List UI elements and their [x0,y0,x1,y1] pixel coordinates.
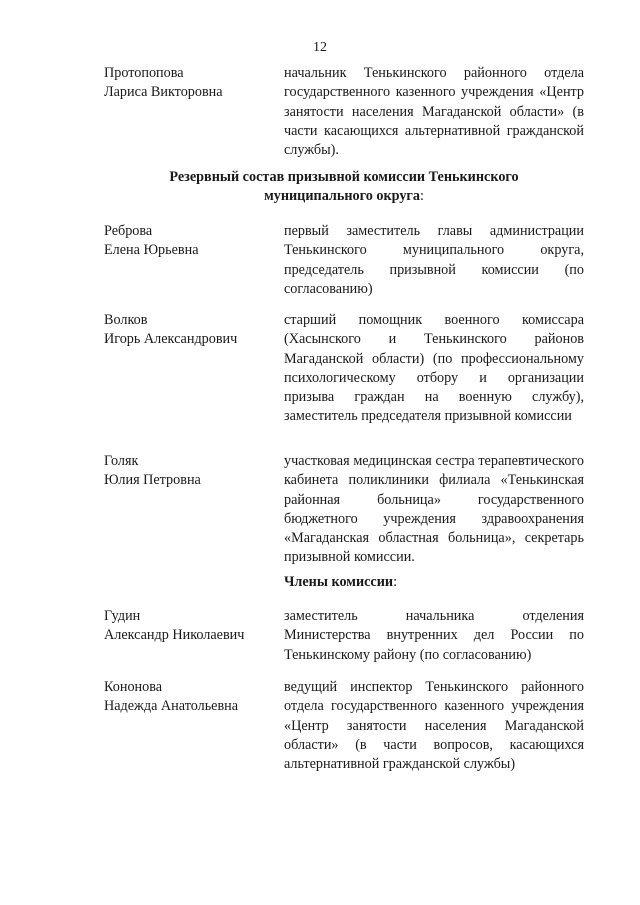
person-role: ведущий инспектор Тенькинского районного отдела государственного казенного учреждения «Центр занятости населения Магаданской области» (в части вопросов, касающихся альтернативной гражданской службы) [284,679,584,773]
page-number: 12 [313,40,327,55]
person-given-names: Елена Юрьевна [104,242,199,259]
person-name [104,607,274,646]
person-name [104,678,274,717]
person-surname: Реброва [104,223,153,239]
person-role: участковая медицинская сестра терапевтического кабинета поликлиники филиала «Тенькинская районная больница» государственного бюджетного учреждения здравоохранения «Магаданская областная больница», секретарь призывной комиссии. [284,453,584,566]
person-role: старший помощник военного комиссара (Хасынского и Тенькинского районов Магаданской области) (по профессиональному психологическому отбору и организации призыва граждан на военную службу), заместитель председателя призывной комиссии [284,312,584,425]
members-section-heading [284,573,397,592]
person-name [104,311,274,350]
members-heading-text: Члены комиссии [284,574,394,590]
reserve-section-heading [104,168,584,207]
person-given-names: Надежда Анатольевна [104,698,239,715]
heading-colon: : [393,574,398,590]
person-given-names: Игорь Александрович [104,331,238,348]
person-name [104,452,274,491]
person-surname: Протопопова [104,65,184,81]
person-given-names: Юлия Петровна [104,472,201,489]
reserve-heading-line2: муниципального округа [264,188,420,205]
person-surname: Кононова [104,679,163,695]
heading-colon: : [419,188,424,205]
person-surname: Гудин [104,608,141,624]
person-name [104,222,274,261]
person-name [104,64,274,103]
person-given-names: Лариса Викторовна [104,84,223,101]
person-surname: Голяк [104,453,139,469]
person-role: начальник Тенькинского районного отдела государственного казенного учреждения «Центр занятости населения Магаданской области» (в части касающихся альтернативной гражданской службы). [284,65,584,159]
person-role: заместитель начальника отделения Министерства внутренних дел России по Тенькинскому району (по согласованию) [284,608,584,663]
person-role: первый заместитель главы администрации Тенькинского муниципального округа, председатель призывной комиссии (по согласованию) [284,223,584,297]
reserve-heading-line1: Резервный состав призывной комиссии Тенькинского [169,169,519,185]
person-given-names: Александр Николаевич [104,627,245,644]
person-surname: Волков [104,312,148,328]
